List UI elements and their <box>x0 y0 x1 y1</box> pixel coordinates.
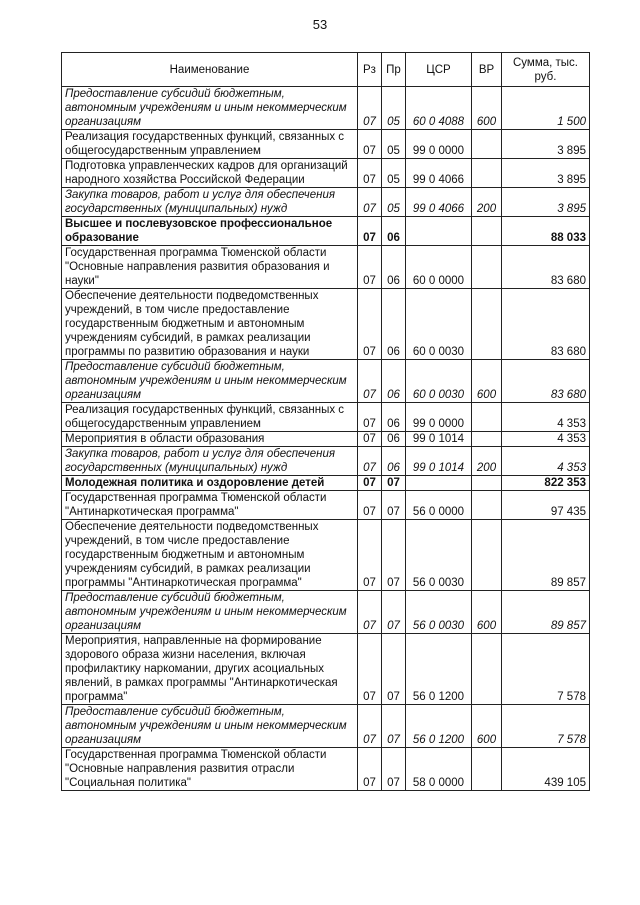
cell-pr: 05 <box>382 87 406 130</box>
header-rz: Рз <box>358 53 382 87</box>
cell-rz: 07 <box>358 217 382 246</box>
cell-csr: 60 0 0030 <box>406 360 472 403</box>
cell-csr: 60 0 4088 <box>406 87 472 130</box>
cell-csr: 99 0 4066 <box>406 159 472 188</box>
cell-name: Закупка товаров, работ и услуг для обеспечения государственных (муниципальных) нужд <box>62 447 358 476</box>
cell-name: Молодежная политика и оздоровление детей <box>62 476 358 491</box>
cell-rz: 07 <box>358 634 382 705</box>
cell-rz: 07 <box>358 591 382 634</box>
cell-sum: 822 353 <box>502 476 590 491</box>
cell-sum: 3 895 <box>502 188 590 217</box>
table-row <box>62 159 590 188</box>
table-row <box>62 476 590 491</box>
cell-sum: 88 033 <box>502 217 590 246</box>
cell-pr: 07 <box>382 748 406 791</box>
cell-pr: 05 <box>382 188 406 217</box>
cell-vr <box>472 289 502 360</box>
cell-rz: 07 <box>358 748 382 791</box>
cell-sum: 439 105 <box>502 748 590 791</box>
cell-sum: 89 857 <box>502 591 590 634</box>
cell-pr: 07 <box>382 520 406 591</box>
cell-pr: 06 <box>382 403 406 432</box>
table-row <box>62 705 590 748</box>
cell-pr: 06 <box>382 360 406 403</box>
cell-vr: 600 <box>472 360 502 403</box>
table-row <box>62 130 590 159</box>
cell-csr: 99 0 4066 <box>406 188 472 217</box>
header-sum: Сумма, тыс. руб. <box>502 53 590 87</box>
cell-sum: 4 353 <box>502 432 590 447</box>
cell-name: Государственная программа Тюменской области "Антинаркотическая программа" <box>62 491 358 520</box>
cell-name: Обеспечение деятельности подведомственных учреждений, в том числе предоставление государственным бюджетным и автономным учреждениям субсидий, в рамках реализации программы по развитию образования и науки <box>62 289 358 360</box>
page-number: 53 <box>312 17 328 32</box>
cell-name: Реализация государственных функций, связанных с общегосударственным управлением <box>62 130 358 159</box>
cell-sum: 7 578 <box>502 634 590 705</box>
cell-rz: 07 <box>358 87 382 130</box>
cell-csr: 56 0 0030 <box>406 591 472 634</box>
cell-name: Мероприятия в области образования <box>62 432 358 447</box>
cell-name: Подготовка управленческих кадров для организаций народного хозяйства Российской Федерации <box>62 159 358 188</box>
table-row <box>62 748 590 791</box>
cell-rz: 07 <box>358 432 382 447</box>
table-row <box>62 360 590 403</box>
cell-name: Обеспечение деятельности подведомственных учреждений, в том числе предоставление государственным бюджетным и автономным учреждениям субсидий, в рамках реализации программы "Антинаркотическая программа" <box>62 520 358 591</box>
cell-name: Высшее и послевузовское профессиональное образование <box>62 217 358 246</box>
cell-csr: 99 0 1014 <box>406 447 472 476</box>
cell-rz: 07 <box>358 491 382 520</box>
cell-sum: 83 680 <box>502 289 590 360</box>
cell-csr: 58 0 0000 <box>406 748 472 791</box>
cell-csr: 56 0 1200 <box>406 634 472 705</box>
cell-vr <box>472 748 502 791</box>
cell-pr: 06 <box>382 289 406 360</box>
cell-pr: 06 <box>382 447 406 476</box>
cell-name: Предоставление субсидий бюджетным, автономным учреждениям и иным некоммерческим организациям <box>62 87 358 130</box>
cell-csr: 99 0 1014 <box>406 432 472 447</box>
cell-sum: 7 578 <box>502 705 590 748</box>
cell-pr: 07 <box>382 705 406 748</box>
header-name: Наименование <box>62 53 358 87</box>
cell-name: Закупка товаров, работ и услуг для обеспечения государственных (муниципальных) нужд <box>62 188 358 217</box>
cell-vr <box>472 217 502 246</box>
table-header-row <box>62 53 590 87</box>
cell-rz: 07 <box>358 520 382 591</box>
cell-vr <box>472 476 502 491</box>
cell-vr <box>472 491 502 520</box>
cell-rz: 07 <box>358 130 382 159</box>
table-row <box>62 246 590 289</box>
cell-rz: 07 <box>358 188 382 217</box>
cell-vr <box>472 634 502 705</box>
cell-sum: 83 680 <box>502 246 590 289</box>
cell-vr: 600 <box>472 87 502 130</box>
cell-rz: 07 <box>358 447 382 476</box>
cell-pr: 05 <box>382 130 406 159</box>
cell-csr: 99 0 0000 <box>406 130 472 159</box>
cell-sum: 1 500 <box>502 87 590 130</box>
cell-pr: 07 <box>382 591 406 634</box>
table-row <box>62 520 590 591</box>
cell-name: Государственная программа Тюменской области "Основные направления развития образования и науки" <box>62 246 358 289</box>
cell-vr: 200 <box>472 188 502 217</box>
cell-pr: 07 <box>382 634 406 705</box>
cell-csr <box>406 476 472 491</box>
cell-rz: 07 <box>358 246 382 289</box>
header-pr: Пр <box>382 53 406 87</box>
cell-vr: 600 <box>472 591 502 634</box>
cell-sum: 4 353 <box>502 447 590 476</box>
cell-sum: 3 895 <box>502 159 590 188</box>
cell-pr: 07 <box>382 476 406 491</box>
cell-csr: 99 0 0000 <box>406 403 472 432</box>
table-row <box>62 403 590 432</box>
cell-csr: 60 0 0030 <box>406 289 472 360</box>
cell-name: Предоставление субсидий бюджетным, автономным учреждениям и иным некоммерческим организациям <box>62 360 358 403</box>
table-row <box>62 188 590 217</box>
cell-csr <box>406 217 472 246</box>
table-row <box>62 591 590 634</box>
cell-sum: 89 857 <box>502 520 590 591</box>
cell-name: Предоставление субсидий бюджетным, автономным учреждениям и иным некоммерческим организациям <box>62 591 358 634</box>
cell-pr: 06 <box>382 217 406 246</box>
table-row <box>62 634 590 705</box>
cell-vr <box>472 246 502 289</box>
cell-vr <box>472 159 502 188</box>
cell-pr: 06 <box>382 246 406 289</box>
cell-name: Мероприятия, направленные на формирование здорового образа жизни населения, включая профилактику наркомании, других асоциальных явлений, в рамках программы "Антинаркотическая программа" <box>62 634 358 705</box>
cell-vr <box>472 432 502 447</box>
cell-csr: 60 0 0000 <box>406 246 472 289</box>
cell-csr: 56 0 0030 <box>406 520 472 591</box>
cell-rz: 07 <box>358 360 382 403</box>
header-csr: ЦСР <box>406 53 472 87</box>
cell-vr <box>472 130 502 159</box>
cell-name: Предоставление субсидий бюджетным, автономным учреждениям и иным некоммерческим организациям <box>62 705 358 748</box>
cell-pr: 05 <box>382 159 406 188</box>
cell-csr: 56 0 0000 <box>406 491 472 520</box>
cell-pr: 07 <box>382 491 406 520</box>
cell-rz: 07 <box>358 705 382 748</box>
table-row <box>62 491 590 520</box>
table-row <box>62 432 590 447</box>
cell-sum: 3 895 <box>502 130 590 159</box>
table-row <box>62 87 590 130</box>
cell-csr: 56 0 1200 <box>406 705 472 748</box>
table-row <box>62 447 590 476</box>
cell-rz: 07 <box>358 403 382 432</box>
cell-sum: 83 680 <box>502 360 590 403</box>
cell-vr <box>472 520 502 591</box>
budget-table <box>61 52 590 791</box>
cell-name: Реализация государственных функций, связанных с общегосударственным управлением <box>62 403 358 432</box>
cell-name: Государственная программа Тюменской области "Основные направления развития отрасли "Социальная политика" <box>62 748 358 791</box>
cell-vr: 200 <box>472 447 502 476</box>
cell-sum: 4 353 <box>502 403 590 432</box>
cell-rz: 07 <box>358 476 382 491</box>
cell-vr: 600 <box>472 705 502 748</box>
cell-pr: 06 <box>382 432 406 447</box>
cell-rz: 07 <box>358 289 382 360</box>
header-vr: ВР <box>472 53 502 87</box>
table-body <box>62 87 590 791</box>
cell-sum: 97 435 <box>502 491 590 520</box>
table-row <box>62 289 590 360</box>
table-row <box>62 217 590 246</box>
cell-rz: 07 <box>358 159 382 188</box>
cell-vr <box>472 403 502 432</box>
